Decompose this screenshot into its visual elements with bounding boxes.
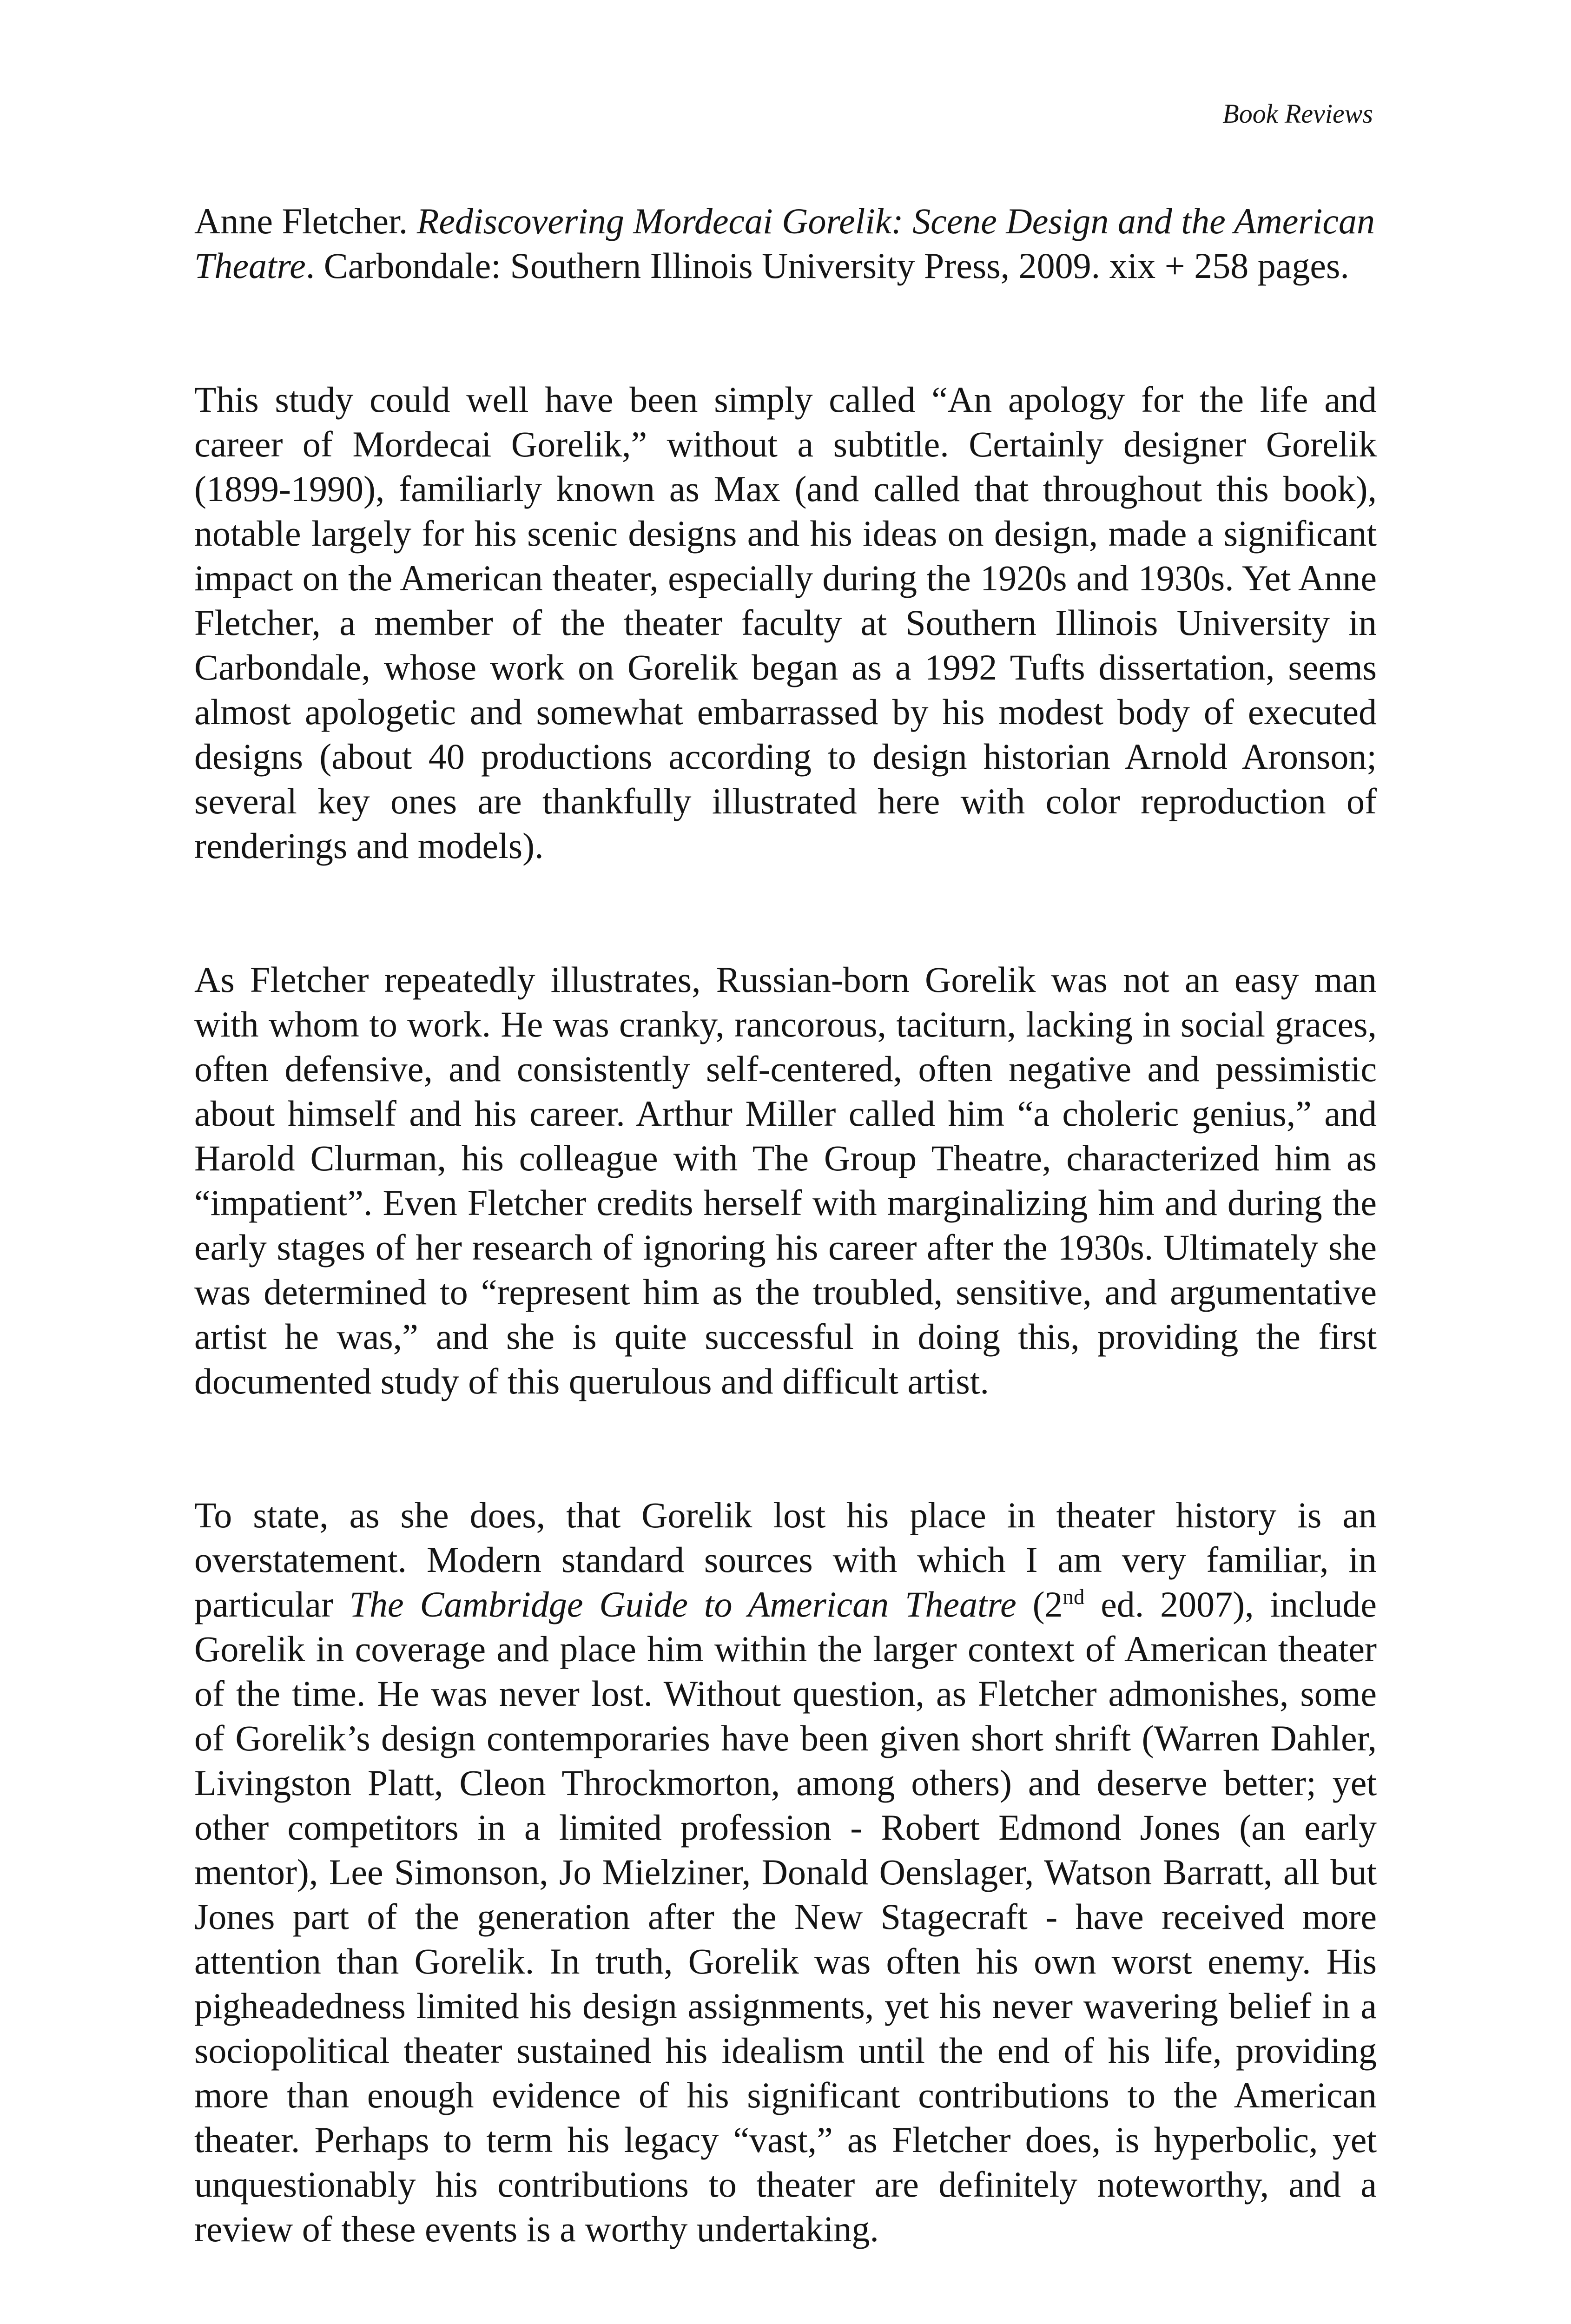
- edition-superscript: nd: [1063, 1585, 1085, 1609]
- paragraph-3: [194, 1493, 1377, 2251]
- citation-publication: Carbondale: Southern Illinois University Press, 2009. xix + 258 pages.: [323, 245, 1349, 286]
- citation-title: Rediscovering Mordecai Gorelik: Scene Design and the American Theatre: [194, 201, 1375, 286]
- cited-book-title: The Cambridge Guide to American Theatre: [349, 1584, 1017, 1624]
- paragraph-2: As Fletcher repeatedly illustrates, Russian-born Gorelik was not an easy man with whom to work. He was cranky, rancorous, taciturn, lacking in social graces, often defensive, and consistently self-centered, often negative and pessimistic about himself and his career. Arthur Miller called him “a choleric genius,” and Harold Clurman, his colleague with The Group Theatre, characterized him as “impatient”. Even Fletcher credits herself with marginalizing him and during the early stages of her research of ignoring his career after the 1930s. Ultimately she was determined to “represent him as the troubled, sensitive, and argumentative artist he was,” and she is quite successful in doing this, providing the first documented study of this querulous and difficult artist.: [194, 959, 1377, 1401]
- running-head: Book Reviews: [1222, 99, 1373, 129]
- citation-title-end: .: [305, 245, 315, 286]
- paragraph-3-part-a: To state, as she does, that Gorelik lost his place in theater history is an overstatement. Modern standard sources with which I am very familiar, in particular: [194, 1495, 1377, 1624]
- review-body: [194, 199, 1377, 2251]
- paragraph-3-part-c: ed. 2007), include Gorelik in coverage and place him within the larger context of American theater of the time. He was never lost. Without question, as Fletcher admonishes, some of Gorelik’s design contemporaries have been given short shrift (Warren Dahler, Livingston Platt, Cleon Throckmorton, among others) and deserve better; yet other competitors in a limited profession - Robert Edmond Jones (an early mentor), Lee Simonson, Jo Mielziner, Donald Oenslager, Watson Barratt, all but Jones part of the generation after the New Stagecraft - have received more attention than Gorelik. In truth, Gorelik was often his own worst enemy. His pigheadedness limited his design assignments, yet his never wavering belief in a sociopolitical theater sustained his idealism until the end of his life, providing more than enough evidence of his significant contributions to the American theater. Perhaps to term his legacy “vast,” as Fletcher does, is hyperbolic, yet unquestionably his contributions to theater are definitely noteworthy, and a review of these events is a worthy undertaking.: [194, 1584, 1377, 2249]
- paragraph-1: This study could well have been simply called “An apology for the life and career of Mordecai Gorelik,” without a subtitle. Certainly designer Gorelik (1899-1990), familiarly known as Max (and called that throughout this book), notable largely for his scenic designs and his ideas on design, made a significant impact on the American theater, especially during the 1920s and 1930s. Yet Anne Fletcher, a member of the theater faculty at Southern Illinois University in Carbondale, whose work on Gorelik began as a 1992 Tufts dissertation, seems almost apologetic and somewhat embarrassed by his modest body of executed designs (about 40 productions according to design historian Arnold Aronson; several key ones are thankfully illustrated here with color reproduction of renderings and models).: [194, 379, 1377, 866]
- paragraph-3-part-b: (2: [1032, 1584, 1063, 1624]
- citation-author: Anne Fletcher.: [194, 201, 408, 241]
- book-citation: [194, 199, 1377, 288]
